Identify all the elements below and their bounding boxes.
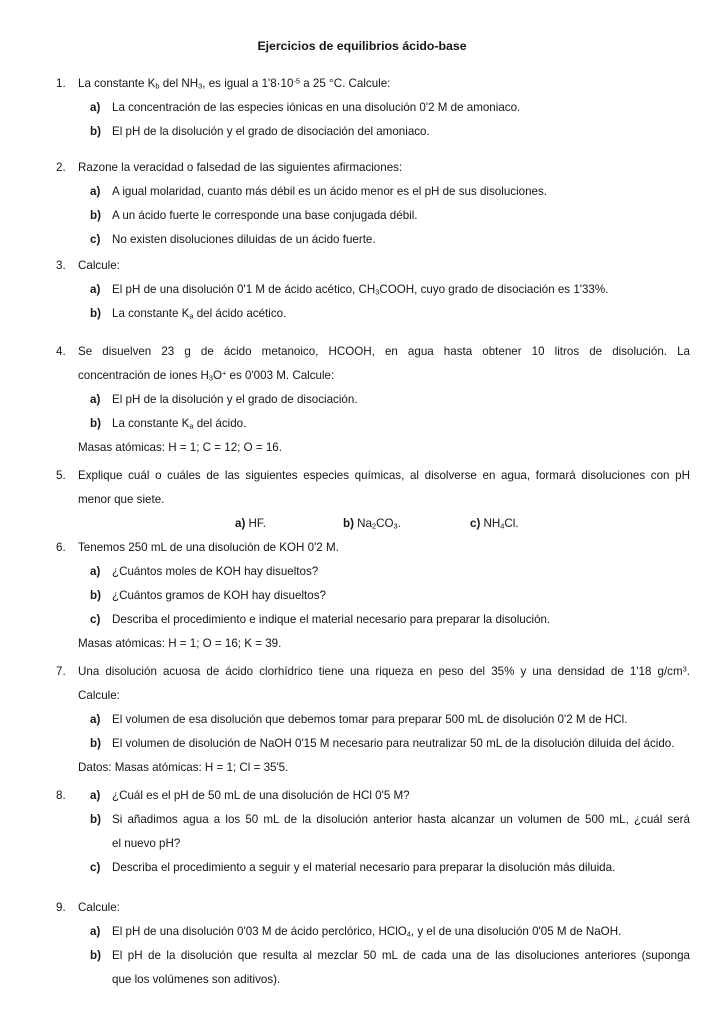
- text-line: La constante Ka del ácido.: [112, 417, 247, 431]
- note-text: [78, 756, 690, 780]
- item-label: c): [90, 861, 101, 874]
- text-line: El pH de la disolución y el grado de disociación del amoniaco.: [112, 125, 430, 138]
- item-text: [112, 120, 690, 144]
- item-text: [112, 96, 690, 120]
- item-label: a): [90, 925, 101, 938]
- options-row: [56, 512, 690, 536]
- document-title: Ejercicios de equilibrios ácido-base: [257, 39, 467, 53]
- subscript: 4: [500, 521, 505, 531]
- exercise-item-row: [56, 388, 690, 412]
- text-line: El volumen de disolución de NaOH 0'15 M necesario para neutralizar 50 mL de la disolución diluida del ácido.: [112, 737, 675, 750]
- text-line: El volumen de esa disolución que debemos tomar para preparar 500 mL de disolución 0'2 M de HCl.: [112, 713, 628, 726]
- item-text: [112, 228, 690, 252]
- item-label: b): [90, 307, 101, 320]
- exercise-intro-row: [56, 464, 690, 512]
- superscript: -5: [293, 76, 301, 86]
- exercise-7: [56, 660, 690, 780]
- item-text: [112, 944, 690, 992]
- exercise-number: 9.: [56, 901, 66, 914]
- exercise-item-row: [56, 708, 690, 732]
- text-line: Masas atómicas: H = 1; O = 16; K = 39.: [78, 637, 282, 650]
- text-line: A un ácido fuerte le corresponde una base conjugada débil.: [112, 209, 418, 222]
- text-line: que los volúmenes son aditivos).: [112, 973, 281, 986]
- subscript: b: [155, 81, 160, 91]
- item-label: a): [90, 185, 101, 198]
- item-text: [112, 608, 690, 632]
- text-line: el nuevo pH?: [112, 837, 181, 850]
- text-line: Explique cuál o cuáles de las siguientes especies químicas, al disolverse en agua, formará disoluciones con pH: [78, 469, 690, 482]
- item-text: [112, 302, 690, 326]
- exercise-item-row: [56, 278, 690, 302]
- exercise-6: [56, 536, 690, 656]
- exercise-intro-row: [56, 156, 690, 180]
- exercise-8: [56, 784, 690, 880]
- exercise-1: [56, 72, 690, 144]
- item-label: a): [90, 789, 101, 802]
- exercise-intro-row: [56, 536, 690, 560]
- item-label: b): [90, 417, 101, 430]
- item-text: [112, 278, 690, 302]
- option-text: NH4Cl.: [483, 517, 519, 531]
- item-text: [112, 784, 690, 808]
- text-line: No existen disoluciones diluidas de un ácido fuerte.: [112, 233, 376, 246]
- exercise-item-row: [56, 228, 690, 252]
- text-line: El pH de una disolución 0'03 M de ácido perclórico, HClO4, y el de una disolución 0'05 M de NaOH.: [112, 925, 622, 939]
- text-line: La constante Kb del NH3, es igual a $1'8\cdot 10^{-5}$ a 25 °C. Calcule:: [78, 76, 391, 91]
- exercise-intro-text: [78, 156, 690, 180]
- item-text: [112, 388, 690, 412]
- text-line: Se disuelven 23 g de ácido metanoico, HCOOH, en agua hasta obtener 10 litros de disolución. La: [78, 345, 690, 358]
- option-text: Na2CO3.: [357, 517, 401, 531]
- exercise-item-row: [56, 302, 690, 326]
- exercise-item-row: [56, 944, 690, 992]
- exercise-item-row: [56, 808, 690, 856]
- item-text: [112, 412, 690, 436]
- item-label: a): [90, 283, 101, 296]
- exercise-note-row: [56, 756, 690, 780]
- exercise-item-row: [56, 920, 690, 944]
- text-line: La concentración de las especies iónicas en una disolución 0'2 M de amoniaco.: [112, 101, 521, 114]
- exercise-note-row: [56, 632, 690, 656]
- superscript: 3: [682, 664, 687, 674]
- text-line: El pH de la disolución que resulta al mezclar 50 mL de cada una de las disoluciones anteriores (suponga: [112, 949, 690, 962]
- text-line: concentración de iones H3O+ es 0'003 M. Calcule:: [78, 368, 335, 383]
- exercise-item-row: [56, 204, 690, 228]
- text-line: El pH de una disolución 0'1 M de ácido acético, CH3COOH, cuyo grado de disociación es 1'33%.: [112, 283, 609, 297]
- item-label: a): [90, 393, 101, 406]
- exercise-item-row: [56, 732, 690, 756]
- exercise-number: 7.: [56, 665, 66, 678]
- exercise-intro-text: [78, 340, 690, 388]
- option-label: b): [343, 517, 358, 530]
- exercise-item-row: [56, 560, 690, 584]
- note-text: [78, 632, 690, 656]
- item-label: a): [90, 101, 101, 114]
- exercise-intro-text: [78, 464, 690, 512]
- exercise-note-row: [56, 436, 690, 460]
- exercise-intro-row: [56, 254, 690, 278]
- item-text: [112, 808, 690, 856]
- exercise-intro-row: [56, 72, 690, 96]
- exercise-intro-row: [56, 340, 690, 388]
- subscript: 4: [406, 929, 411, 939]
- exercise-intro-text: [78, 896, 690, 920]
- exercise-item-row: [56, 584, 690, 608]
- exercise-number: 2.: [56, 161, 66, 174]
- item-label: b): [90, 737, 101, 750]
- item-text: [112, 204, 690, 228]
- text-line: Masas atómicas: H = 1; C = 12; O = 16.: [78, 441, 282, 454]
- option: [235, 512, 266, 536]
- exercise-4: [56, 340, 690, 460]
- text-line: Tenemos 250 mL de una disolución de KOH 0'2 M.: [78, 541, 339, 554]
- note-text: [78, 436, 690, 460]
- item-text: [112, 560, 690, 584]
- item-text: [112, 732, 690, 756]
- exercise-intro-row: [56, 660, 690, 708]
- text-line: menor que siete.: [78, 493, 165, 506]
- exercise-item-row: [56, 608, 690, 632]
- item-label: a): [90, 713, 101, 726]
- text-line: Describa el procedimiento e indique el material necesario para preparar la disolución.: [112, 613, 551, 626]
- text-line: Razone la veracidad o falsedad de las siguientes afirmaciones:: [78, 161, 403, 174]
- item-label: b): [90, 125, 101, 138]
- subscript: 3: [198, 81, 203, 91]
- exercise-item-row: [56, 784, 690, 808]
- exercise-intro-text: [78, 536, 690, 560]
- text-line: Calcule:: [78, 901, 120, 914]
- exercise-number: 1.: [56, 77, 66, 90]
- exercise-item-row: [56, 856, 690, 880]
- exercise-intro-text: [78, 254, 690, 278]
- item-text: [112, 920, 690, 944]
- superscript: +: [222, 368, 227, 378]
- text-line: Calcule:: [78, 689, 120, 702]
- exercise-number: 4.: [56, 345, 66, 358]
- exercise-number: 8.: [56, 789, 66, 802]
- exercise-3: [56, 254, 690, 326]
- exercise-number: 5.: [56, 469, 66, 482]
- text-line: La constante Ka del ácido acético.: [112, 307, 287, 321]
- item-text: [112, 856, 690, 880]
- option: [470, 512, 519, 536]
- subscript: a: [189, 311, 194, 321]
- item-label: b): [90, 949, 101, 962]
- subscript: 2: [372, 521, 377, 531]
- exercise-item-row: [56, 180, 690, 204]
- option-label: a): [235, 517, 249, 530]
- item-label: b): [90, 813, 101, 826]
- text-line: Describa el procedimiento a seguir y el material necesario para preparar la disolución más diluida.: [112, 861, 616, 874]
- item-label: a): [90, 565, 101, 578]
- exercise-item-row: [56, 96, 690, 120]
- text-line: El pH de la disolución y el grado de disociación.: [112, 393, 358, 406]
- exercise-2: [56, 156, 690, 252]
- text-line: ¿Cuántos moles de KOH hay disueltos?: [112, 565, 319, 578]
- exercise-9: [56, 896, 690, 992]
- exercise-item-row: [56, 120, 690, 144]
- exercise-5: [56, 464, 690, 536]
- text-line: A igual molaridad, cuanto más débil es un ácido menor es el pH de sus disoluciones.: [112, 185, 548, 198]
- exercise-list: [56, 72, 690, 992]
- exercise-intro-row: [56, 896, 690, 920]
- text-line: Datos: Masas atómicas: H = 1; Cl = 35'5.: [78, 761, 289, 774]
- exercise-item-row: [56, 412, 690, 436]
- exercise-intro-text: [78, 660, 690, 708]
- exercise-number: 3.: [56, 259, 66, 272]
- item-label: b): [90, 209, 101, 222]
- exercise-intro-text: [78, 72, 690, 96]
- item-text: [112, 584, 690, 608]
- item-text: [112, 180, 690, 204]
- text-line: ¿Cuántos gramos de KOH hay disueltos?: [112, 589, 326, 602]
- subscript: 3: [375, 287, 380, 297]
- item-label: c): [90, 233, 101, 246]
- subscript: 3: [393, 521, 398, 531]
- text-line: ¿Cuál es el pH de 50 mL de una disolución de HCl 0'5 M?: [112, 789, 410, 802]
- text-line: Una disolución acuosa de ácido clorhídrico tiene una riqueza en peso del 35% y una densidad de 1'18 $g/cm^3$.: [78, 664, 690, 678]
- option-text: HF.: [248, 517, 266, 530]
- item-label: c): [90, 613, 101, 626]
- item-text: [112, 708, 690, 732]
- exercise-number: 6.: [56, 541, 66, 554]
- text-line: Si añadimos agua a los 50 mL de la disolución anterior hasta alcanzar un volumen de 500 mL, ¿cuál será: [112, 813, 690, 826]
- option-label: c): [470, 517, 484, 530]
- item-label: b): [90, 589, 101, 602]
- subscript: 3: [208, 373, 213, 383]
- text-line: Calcule:: [78, 259, 120, 272]
- subscript: a: [189, 421, 194, 431]
- option: [343, 512, 401, 536]
